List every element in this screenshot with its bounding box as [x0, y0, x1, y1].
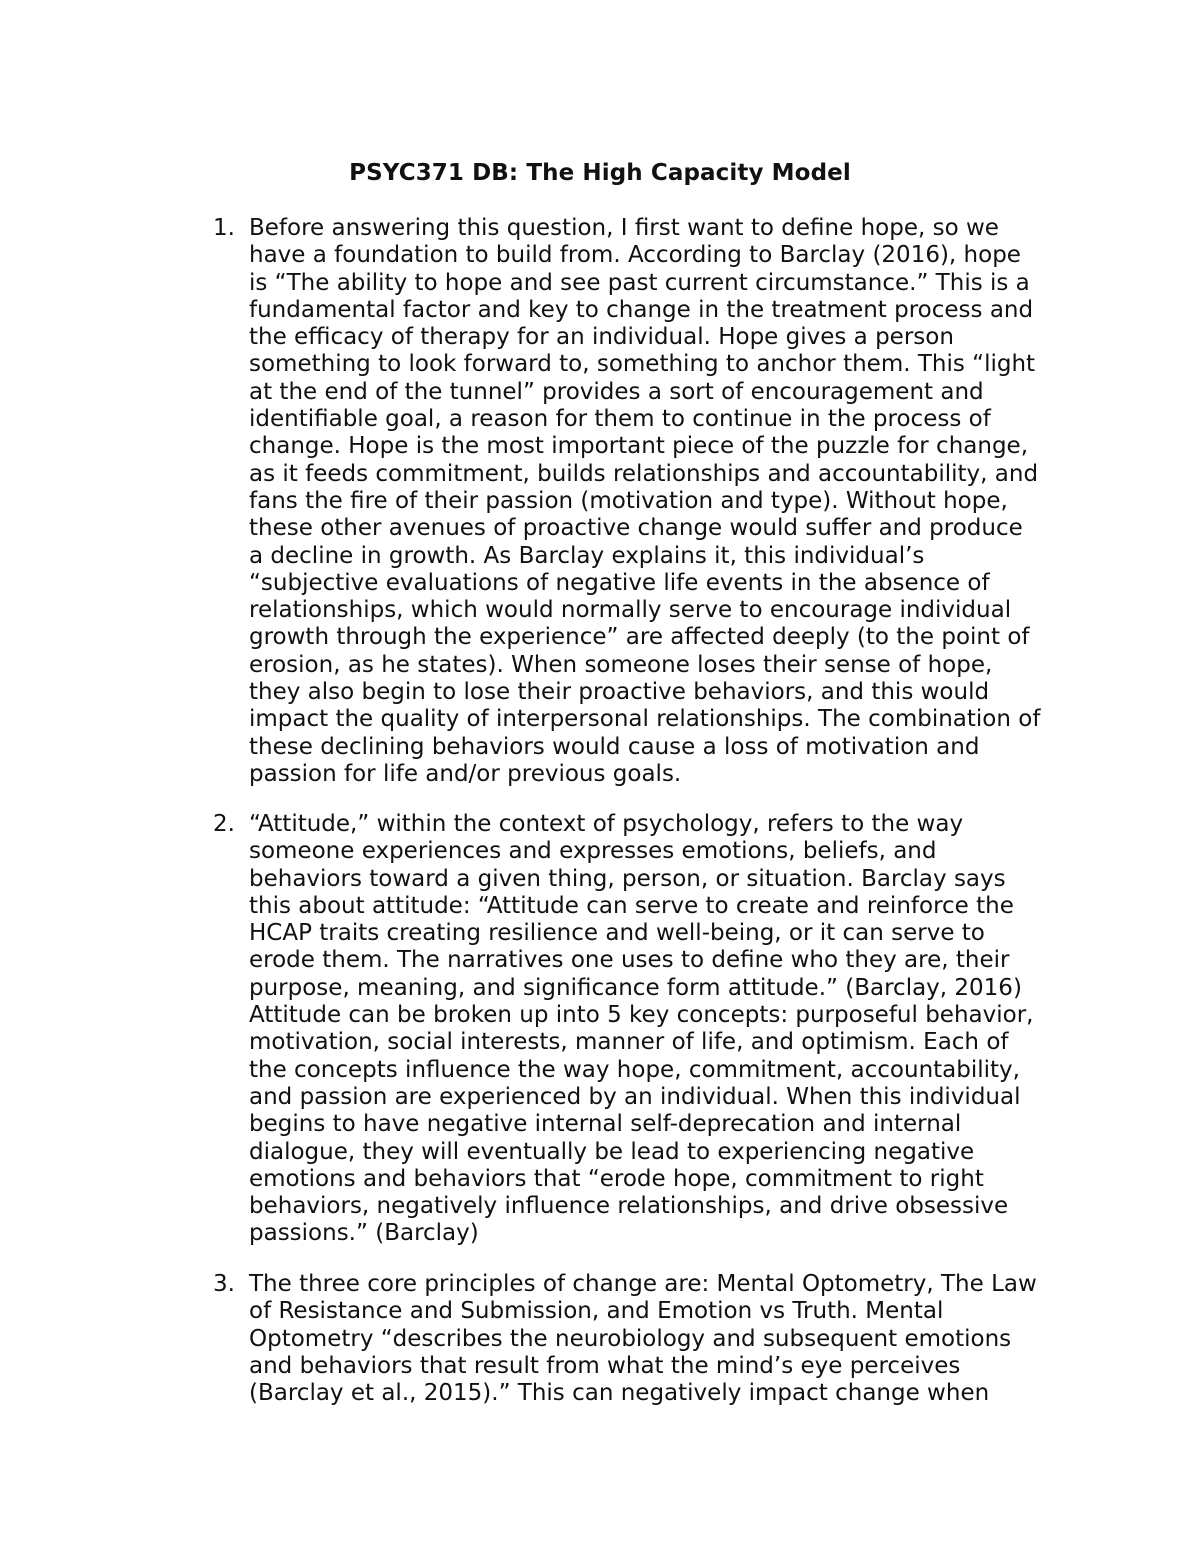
page-title: PSYC371 DB: The High Capacity Model	[349, 160, 851, 186]
text-line: (Barclay et al., 2015).” This can negatively impact change when	[249, 1380, 990, 1407]
text-line: “subjective evaluations of negative life events in the absence of	[249, 569, 990, 596]
text-line: Before answering this question, I first want to define hope, so we	[249, 215, 999, 241]
text-line: impact the quality of interpersonal relationships. The combination of	[249, 706, 1041, 733]
text-line: identifiable goal, a reason for them to continue in the process of	[249, 406, 991, 433]
list-item-text	[249, 215, 1079, 788]
text-line: as it feeds commitment, builds relationships and accountability, and	[249, 460, 1039, 487]
text-line: have a foundation to build from. According to Barclay (2016), hope	[249, 242, 1021, 269]
text-line: erosion, as he states). When someone loses their sense of hope,	[249, 651, 993, 678]
text-line: this about attitude: “Attitude can serve to create and reinforce the	[249, 892, 1014, 919]
text-line: these declining behaviors would cause a loss of motivation and	[249, 733, 980, 760]
text-line: Optometry “describes the neurobiology and subsequent emotions	[249, 1325, 1012, 1352]
text-line: begins to have negative internal self-deprecation and internal	[249, 1111, 962, 1138]
text-line: is “The ability to hope and see past current circumstance.” This is a	[249, 269, 1030, 296]
text-line: relationships, which would normally serve to encourage individual	[249, 597, 1012, 624]
text-line: fundamental factor and key to change in the treatment process and	[249, 296, 1034, 323]
list-item-number: 3.	[213, 1271, 235, 1297]
text-line: “Attitude,” within the context of psychology, refers to the way	[249, 811, 964, 837]
text-line: these other avenues of proactive change would suffer and produce	[249, 515, 1023, 542]
text-line: fans the fire of their passion (motivation and type). Without hope,	[249, 487, 1008, 514]
text-line: and passion are experienced by an individual. When this individual	[249, 1083, 1021, 1110]
text-line: something to look forward to, something to anchor them. This “light	[249, 351, 1036, 378]
text-line: Attitude can be broken up into 5 key concepts: purposeful behavior,	[249, 1002, 1034, 1029]
list-item-number: 2.	[213, 811, 235, 837]
text-line: a decline in growth. As Barclay explains it, this individual’s	[249, 542, 925, 569]
text-line: The three core principles of change are: Mental Optometry, The Law	[249, 1271, 1037, 1297]
text-line: the concepts influence the way hope, commitment, accountability,	[249, 1056, 1020, 1083]
text-line: motivation, social interests, manner of life, and optimism. Each of	[249, 1029, 1009, 1056]
list-item-number: 1.	[213, 215, 235, 241]
text-line: HCAP traits creating resilience and well-being, or it can serve to	[249, 920, 985, 947]
text-line: passions.” (Barclay)	[249, 1220, 479, 1247]
text-line: change. Hope is the most important piece of the puzzle for change,	[249, 433, 1029, 460]
text-line: dialogue, they will eventually be lead to experiencing negative	[249, 1138, 975, 1165]
text-line: passion for life and/or previous goals.	[249, 760, 682, 787]
text-line: they also begin to lose their proactive behaviors, and this would	[249, 679, 990, 706]
text-line: the efficacy of therapy for an individual. Hope gives a person	[249, 324, 954, 351]
text-line: of Resistance and Submission, and Emotion vs Truth. Mental	[249, 1298, 944, 1325]
text-line: emotions and behaviors that “erode hope, commitment to right	[249, 1165, 984, 1192]
text-line: growth through the experience” are affected deeply (to the point of	[249, 624, 1030, 651]
text-line: purpose, meaning, and significance form attitude.” (Barclay, 2016)	[249, 974, 1022, 1001]
list-item-text	[249, 1271, 1079, 1407]
text-line: behaviors toward a given thing, person, or situation. Barclay says	[249, 865, 1006, 892]
text-line: at the end of the tunnel” provides a sort of encouragement and	[249, 378, 984, 405]
text-line: someone experiences and expresses emotions, beliefs, and	[249, 838, 937, 865]
list-item-text	[249, 811, 1079, 1248]
text-line: and behaviors that result from what the mind’s eye perceives	[249, 1352, 961, 1379]
text-line: behaviors, negatively influence relationships, and drive obsessive	[249, 1193, 1009, 1220]
text-line: erode them. The narratives one uses to define who they are, their	[249, 947, 1010, 974]
